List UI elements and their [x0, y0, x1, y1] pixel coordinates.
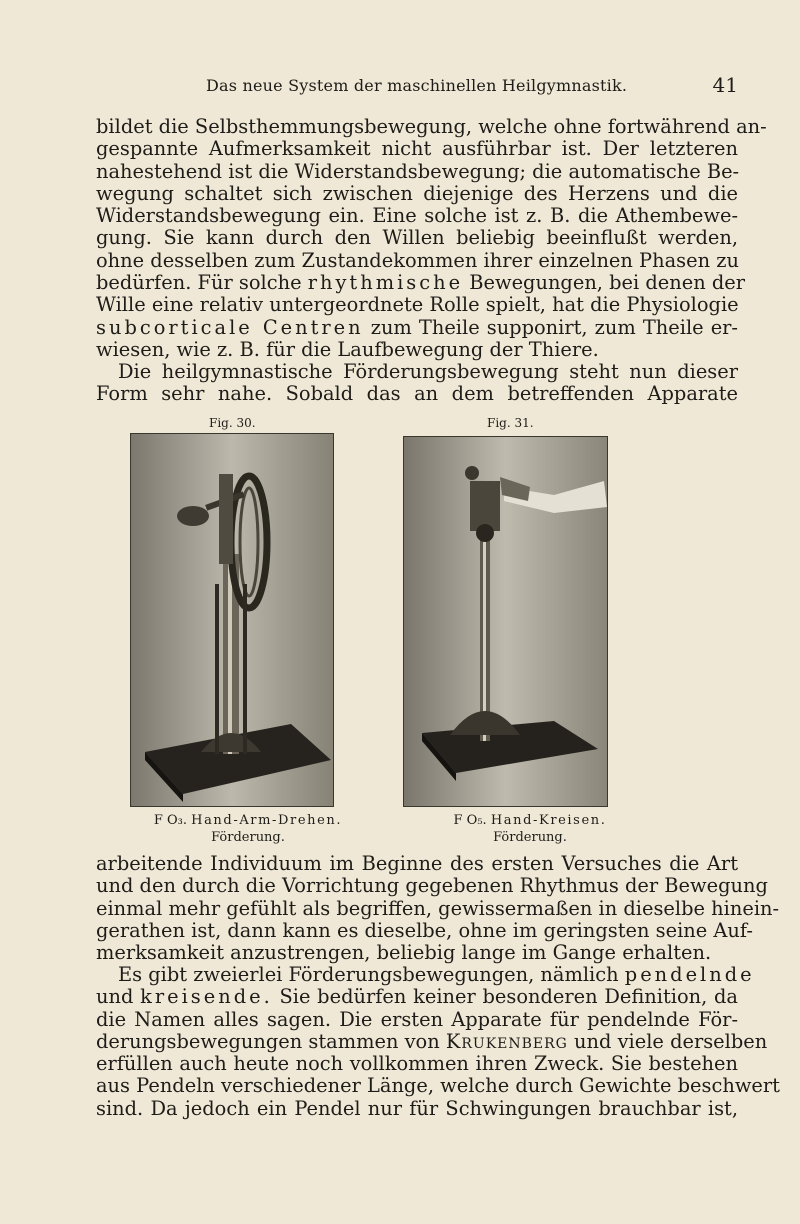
line-segment: derungsbewegungen stammen von: [96, 1029, 446, 1053]
text-line: gung. Sie kann durch den Willen beliebig beeinflußt werden,: [96, 226, 738, 250]
line-segment: und: [96, 985, 141, 1009]
text-line: einmal mehr gefühlt als begriffen, gewissermaßen in dieselbe hinein-: [96, 896, 780, 920]
line-segment: Sie bedürfen keiner besonderen Definition, da: [272, 985, 738, 1009]
text-line: [96, 963, 755, 986]
text-line: sind. Da jedoch ein Pendel nur für Schwingungen brauchbar ist,: [96, 1096, 738, 1120]
paragraph-2: [96, 361, 738, 406]
figure-30-label: Fig. 30.: [209, 416, 256, 430]
line-segment: und viele derselben: [567, 1029, 768, 1053]
text-line: nahestehend ist die Widerstandsbewegung; die automatische Be-: [96, 159, 740, 183]
text-line: Form sehr nahe. Sobald das an dem betreffenden Apparate: [96, 382, 738, 406]
figure-31-caption: [430, 812, 630, 846]
caption-title: Hand-Kreisen.: [490, 813, 607, 828]
text-line: [96, 271, 746, 295]
figure-31-photo: [403, 436, 608, 807]
text-line: und den durch die Vorrichtung gegebenen Rhythmus der Bewegung: [96, 874, 768, 898]
spaced-emphasis: pendelnde: [624, 963, 755, 986]
text-line: bildet die Selbsthemmungsbewegung, welche ohne fortwährend an-: [96, 115, 767, 138]
text-line: [96, 1029, 768, 1053]
page-number: 41: [712, 73, 738, 97]
figure-31-label: Fig. 31.: [487, 416, 534, 430]
figure-30-caption: [148, 812, 348, 846]
text-line: merksamkeit anzustrengen, beliebig lange im Gange erhalten.: [96, 941, 712, 965]
caption-subtitle: Förderung.: [211, 830, 285, 845]
text-line: gerathen ist, dann kann es dieselbe, ohne im geringsten seine Auf-: [96, 918, 753, 942]
text-line: gespannte Aufmerksamkeit nicht ausführbar ist. Der letzteren: [96, 137, 738, 161]
text-line: [96, 986, 738, 1008]
text-line: [96, 317, 738, 339]
line-segment: bedürfen. Für solche: [96, 271, 308, 295]
paragraph-1: [96, 115, 767, 361]
text-line: Widerstandsbewegung ein. Eine solche ist z. B. die Athembewe-: [96, 204, 738, 228]
figure-30-photo: [130, 433, 334, 807]
text-line: ohne desselben zum Zustandekommen ihrer einzelnen Phasen zu: [96, 248, 739, 272]
running-title: Das neue System der maschinellen Heilgymnastik.: [206, 76, 628, 95]
caption-subtitle: Förderung.: [493, 830, 567, 845]
spaced-emphasis: kreisende.: [140, 985, 273, 1009]
text-line: Wille eine relativ untergeordnete Rolle spielt, hat die Physiologie: [96, 293, 739, 317]
paragraph-4: [96, 963, 780, 1120]
text-line: wegung schaltet sich zwischen diejenige des Herzens und die: [96, 181, 738, 205]
text-line: Die heilgymnastische Förderungsbewegung steht nun dieser: [118, 360, 738, 383]
caption-code: F O₃.: [153, 813, 187, 828]
line-segment: Bewegungen, bei denen der: [463, 271, 746, 295]
spaced-emphasis: rhythmische: [307, 271, 464, 295]
text-line: aus Pendeln verschiedener Länge, welche durch Gewichte beschwert: [96, 1074, 780, 1098]
caption-title: Hand-Arm-Drehen.: [191, 813, 343, 828]
running-header: [96, 73, 738, 106]
text-line: die Namen alles sagen. Die ersten Apparate für pendelnde För-: [96, 1007, 738, 1031]
text-line: wiesen, wie z. B. für die Laufbewegung der Thiere.: [96, 337, 599, 361]
line-segment: zum Theile supponirt, zum Theile er-: [363, 315, 738, 339]
author-name: Krukenberg: [445, 1029, 568, 1053]
line-segment: Es gibt zweierlei Förderungsbewegungen, nämlich: [118, 963, 619, 986]
paragraph-3: [96, 852, 780, 965]
text-line: erfüllen auch heute noch vollkommen ihren Zweck. Sie bestehen: [96, 1052, 738, 1076]
spaced-emphasis: subcorticale Centren: [96, 315, 364, 339]
caption-code: F O₅.: [453, 813, 487, 828]
text-line: arbeitende Individuum im Beginne des ersten Versuches die Art: [96, 852, 738, 875]
